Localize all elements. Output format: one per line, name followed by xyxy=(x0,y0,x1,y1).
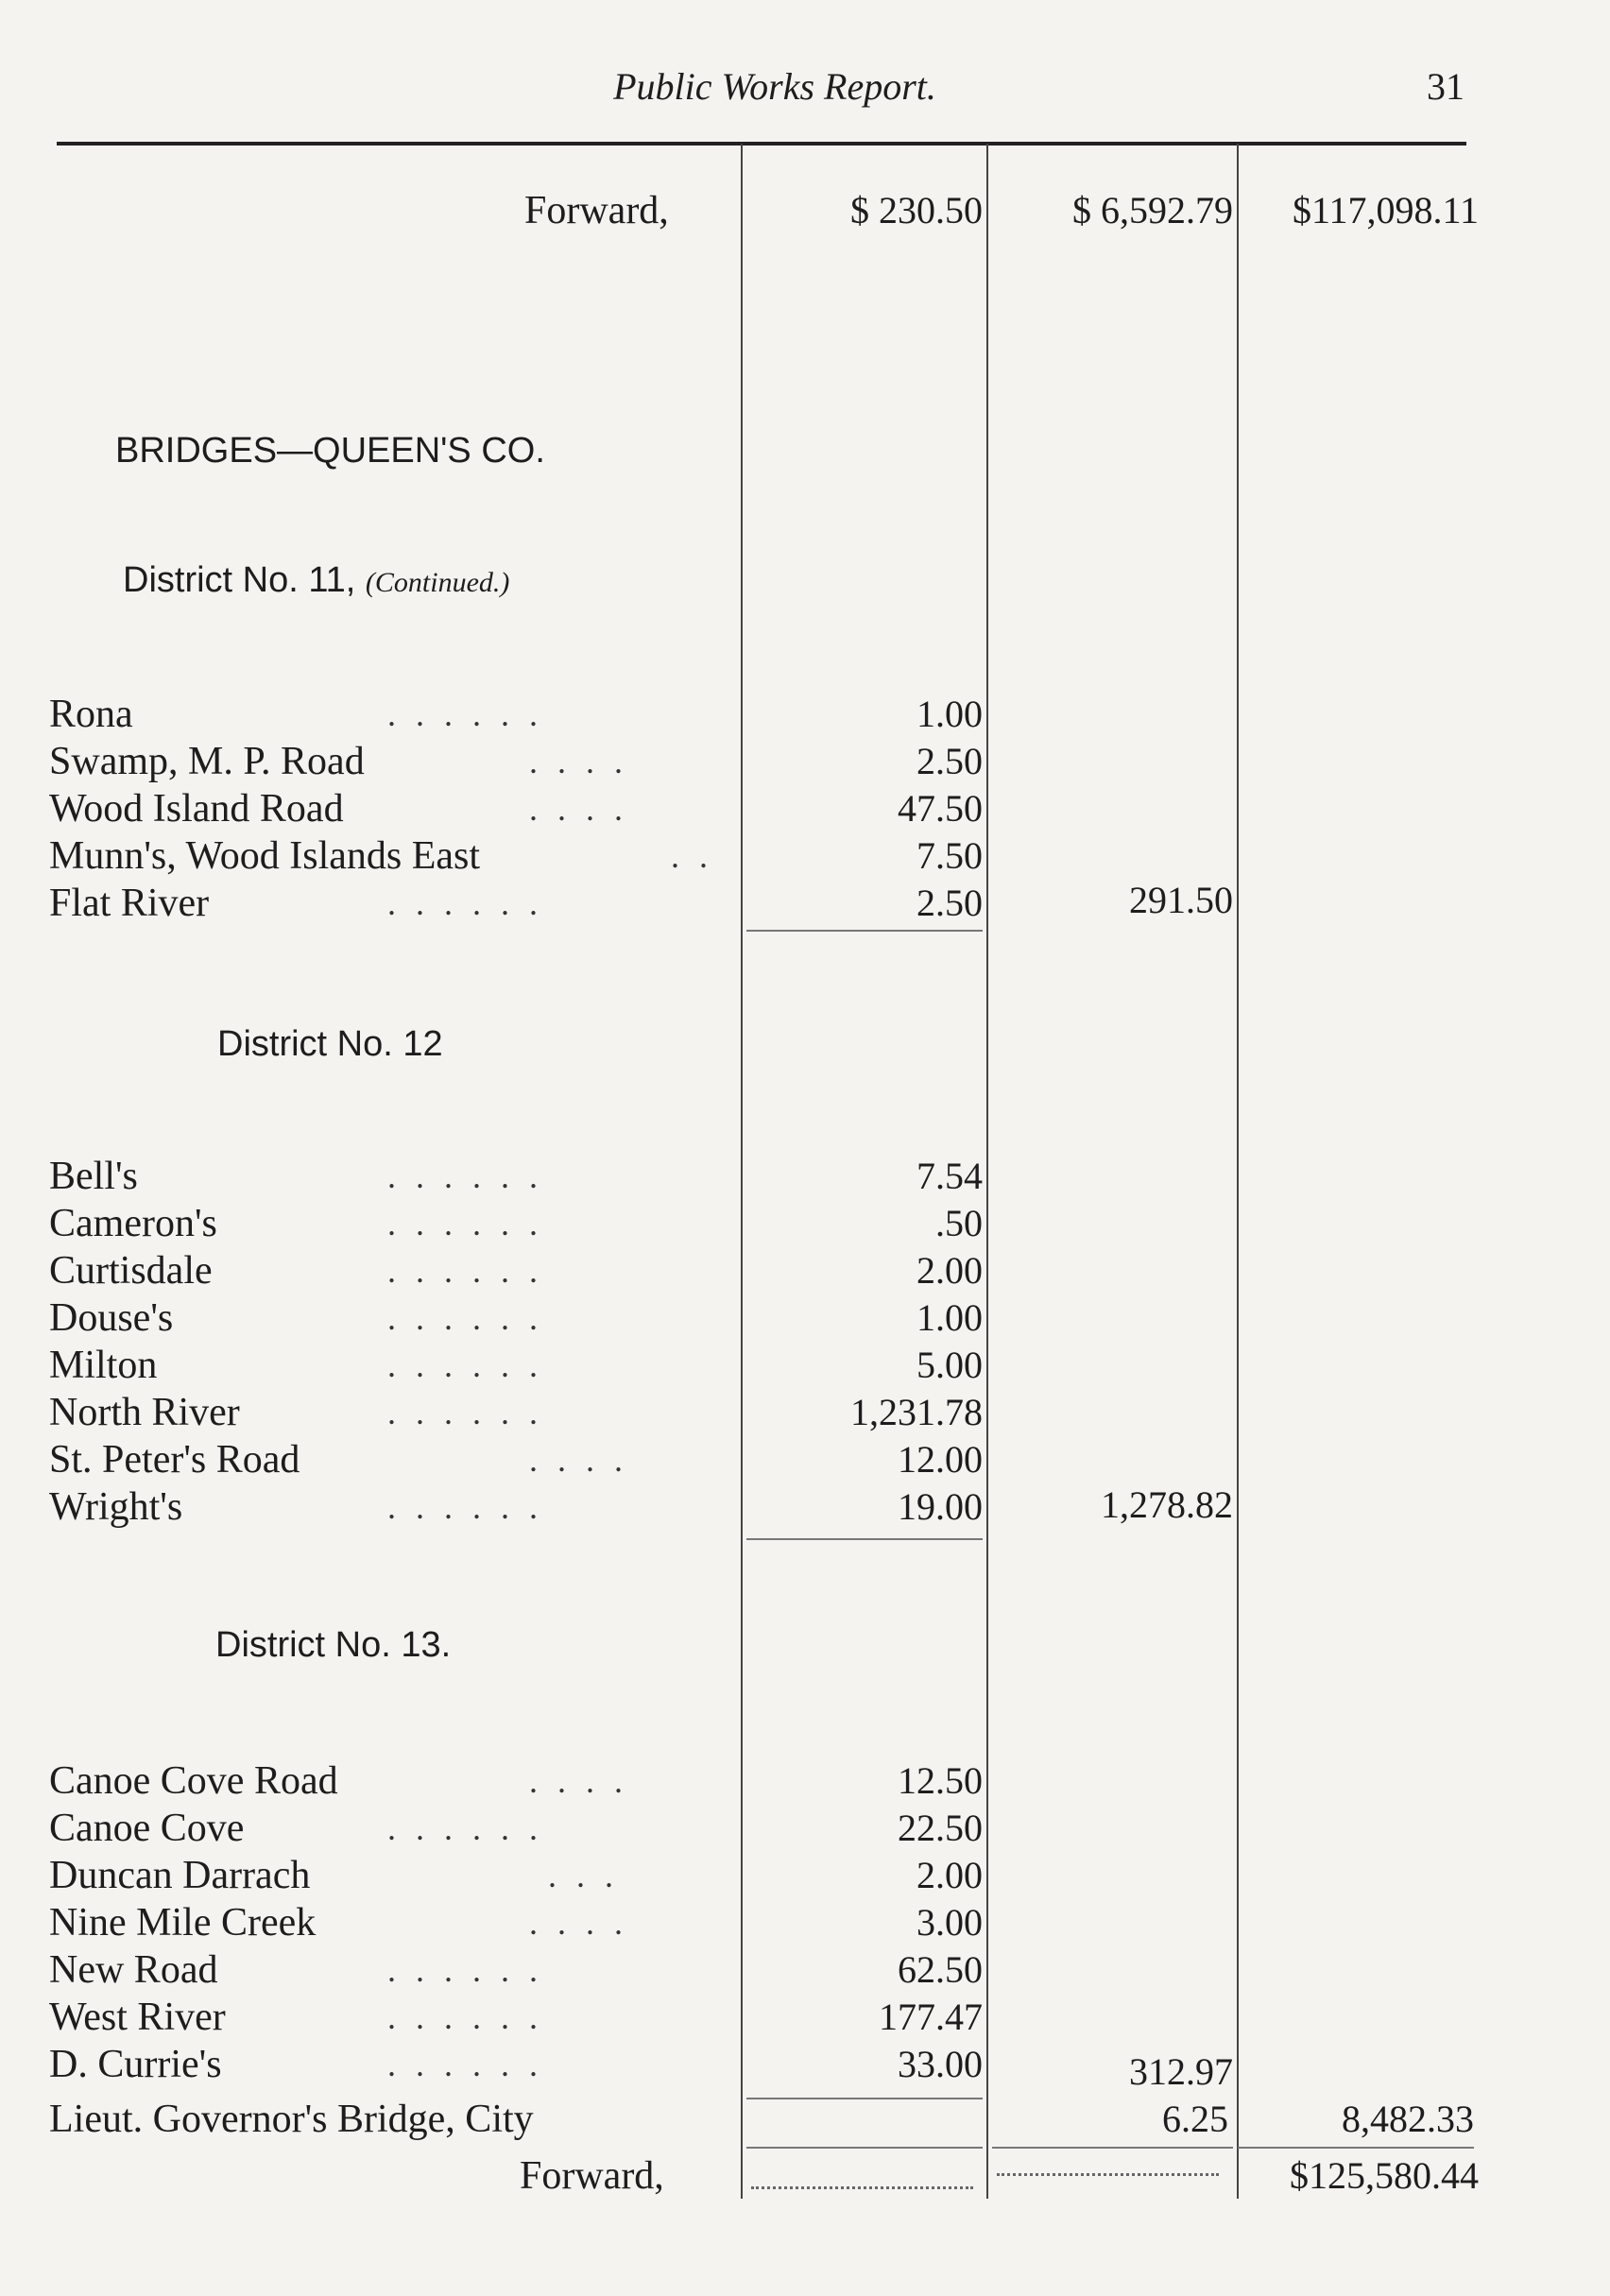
forward-col2-top: $ 6,592.79 xyxy=(1072,189,1233,231)
item-amount: 177.47 xyxy=(879,1996,983,2038)
page-number: 31 xyxy=(1427,65,1464,108)
leader-dots: . . . . . . xyxy=(387,1809,543,1847)
leader-dots: . . . . xyxy=(529,1441,628,1479)
item-amount: 2.50 xyxy=(916,882,983,924)
list-item: Duncan Darrach xyxy=(49,1854,311,1897)
section-title: BRIDGES—QUEEN'S CO. xyxy=(115,431,545,471)
item-amount: 1,231.78 xyxy=(850,1391,983,1433)
district-11-title xyxy=(123,557,509,607)
list-item: Rona xyxy=(49,693,133,736)
item-amount: 47.50 xyxy=(898,787,983,830)
list-item: Munn's, Wood Islands East xyxy=(49,834,481,878)
total-rule xyxy=(992,2147,1233,2149)
district-13-title: District No. 13. xyxy=(215,1625,452,1665)
list-item: North River xyxy=(49,1391,240,1434)
column-divider-2 xyxy=(986,144,988,2199)
district-12-total: 1,278.82 xyxy=(1101,1483,1233,1526)
item-amount: 12.50 xyxy=(898,1759,983,1802)
leader-dots: . . . . xyxy=(529,1762,628,1800)
leader-dots: . . . xyxy=(548,1857,619,1894)
district-11-label: District No. 11, xyxy=(123,560,356,600)
leader-dots: . . . . . . xyxy=(387,1998,543,2036)
leader-dots: . . . . . . xyxy=(387,1488,543,1526)
forward-col3-bottom: $125,580.44 xyxy=(1290,2154,1479,2197)
list-item: Nine Mile Creek xyxy=(49,1901,317,1945)
leader-dots: . . . . . . xyxy=(387,1252,543,1290)
list-item: Wood Island Road xyxy=(49,787,344,831)
column-divider-1 xyxy=(741,144,743,2199)
list-item: Bell's xyxy=(49,1155,138,1198)
leader-dots: . . . . . . xyxy=(387,695,543,733)
leader-dots-col1 xyxy=(751,2186,973,2189)
leader-dots: . . . . . . xyxy=(387,2046,543,2083)
leader-dots: . . . . xyxy=(529,1904,628,1942)
list-item: Cameron's xyxy=(49,1202,217,1245)
item-amount: 7.50 xyxy=(916,834,983,877)
district-11-total: 291.50 xyxy=(1129,879,1233,921)
subtotal-rule xyxy=(746,2098,983,2099)
item-amount: 2.00 xyxy=(916,1854,983,1896)
item-amount: 2.50 xyxy=(916,740,983,782)
header-rule xyxy=(57,142,1466,146)
total-rule xyxy=(1238,2147,1474,2149)
forward-col1-top: $ 230.50 xyxy=(850,189,983,231)
district-12-title: District No. 12 xyxy=(217,1024,443,1064)
list-item: New Road xyxy=(49,1948,218,1992)
list-item: Douse's xyxy=(49,1296,174,1340)
list-item: West River xyxy=(49,1996,226,2039)
item-amount: 22.50 xyxy=(898,1807,983,1849)
item-amount: 12.00 xyxy=(898,1438,983,1481)
item-amount: 1.00 xyxy=(916,1296,983,1339)
total-rule xyxy=(746,2147,983,2149)
item-amount: 7.54 xyxy=(916,1155,983,1197)
page-title: Public Works Report. xyxy=(613,65,936,108)
list-item: Flat River xyxy=(49,882,210,925)
forward-col3-top: $117,098.11 xyxy=(1292,189,1479,231)
lieut-governor-amount: 6.25 xyxy=(1162,2098,1228,2140)
forward-label-top: Forward, xyxy=(524,189,669,232)
leader-dots: . . . . xyxy=(529,743,628,780)
list-item: Curtisdale xyxy=(49,1249,213,1293)
item-amount: 33.00 xyxy=(898,2043,983,2085)
subtotal-rule xyxy=(746,1538,983,1540)
item-amount: 5.00 xyxy=(916,1344,983,1386)
item-amount: 62.50 xyxy=(898,1948,983,1991)
leader-dots: . . . . . . xyxy=(387,1299,543,1337)
leader-dots: . . . . . . xyxy=(387,1951,543,1989)
list-item: Wright's xyxy=(49,1485,183,1529)
leader-dots: . . . . . . xyxy=(387,1205,543,1242)
item-amount: .50 xyxy=(935,1202,983,1244)
list-item: St. Peter's Road xyxy=(49,1438,300,1482)
item-amount: 2.00 xyxy=(916,1249,983,1292)
list-item: D. Currie's xyxy=(49,2043,222,2086)
section-total: 8,482.33 xyxy=(1342,2098,1474,2140)
lieut-governor-item: Lieut. Governor's Bridge, City xyxy=(49,2098,534,2141)
list-item: Canoe Cove Road xyxy=(49,1759,338,1803)
leader-dots: . . . . . . xyxy=(387,1157,543,1195)
list-item: Swamp, M. P. Road xyxy=(49,740,365,783)
list-item: Canoe Cove xyxy=(49,1807,245,1850)
continued-note: (Continued.) xyxy=(365,567,510,598)
leader-dots: . . . . . . xyxy=(387,884,543,922)
leader-dots: . . xyxy=(671,837,713,875)
leader-dots-col2 xyxy=(997,2173,1219,2176)
leader-dots: . . . . . . xyxy=(387,1346,543,1384)
item-amount: 1.00 xyxy=(916,693,983,735)
list-item: Milton xyxy=(49,1344,158,1387)
district-13-total: 312.97 xyxy=(1129,2050,1233,2093)
item-amount: 19.00 xyxy=(898,1485,983,1528)
item-amount: 3.00 xyxy=(916,1901,983,1944)
subtotal-rule xyxy=(746,930,983,932)
column-divider-3 xyxy=(1237,144,1239,2199)
leader-dots: . . . . xyxy=(529,790,628,828)
leader-dots: . . . . . . xyxy=(387,1394,543,1431)
forward-label-bottom: Forward, xyxy=(520,2154,664,2198)
